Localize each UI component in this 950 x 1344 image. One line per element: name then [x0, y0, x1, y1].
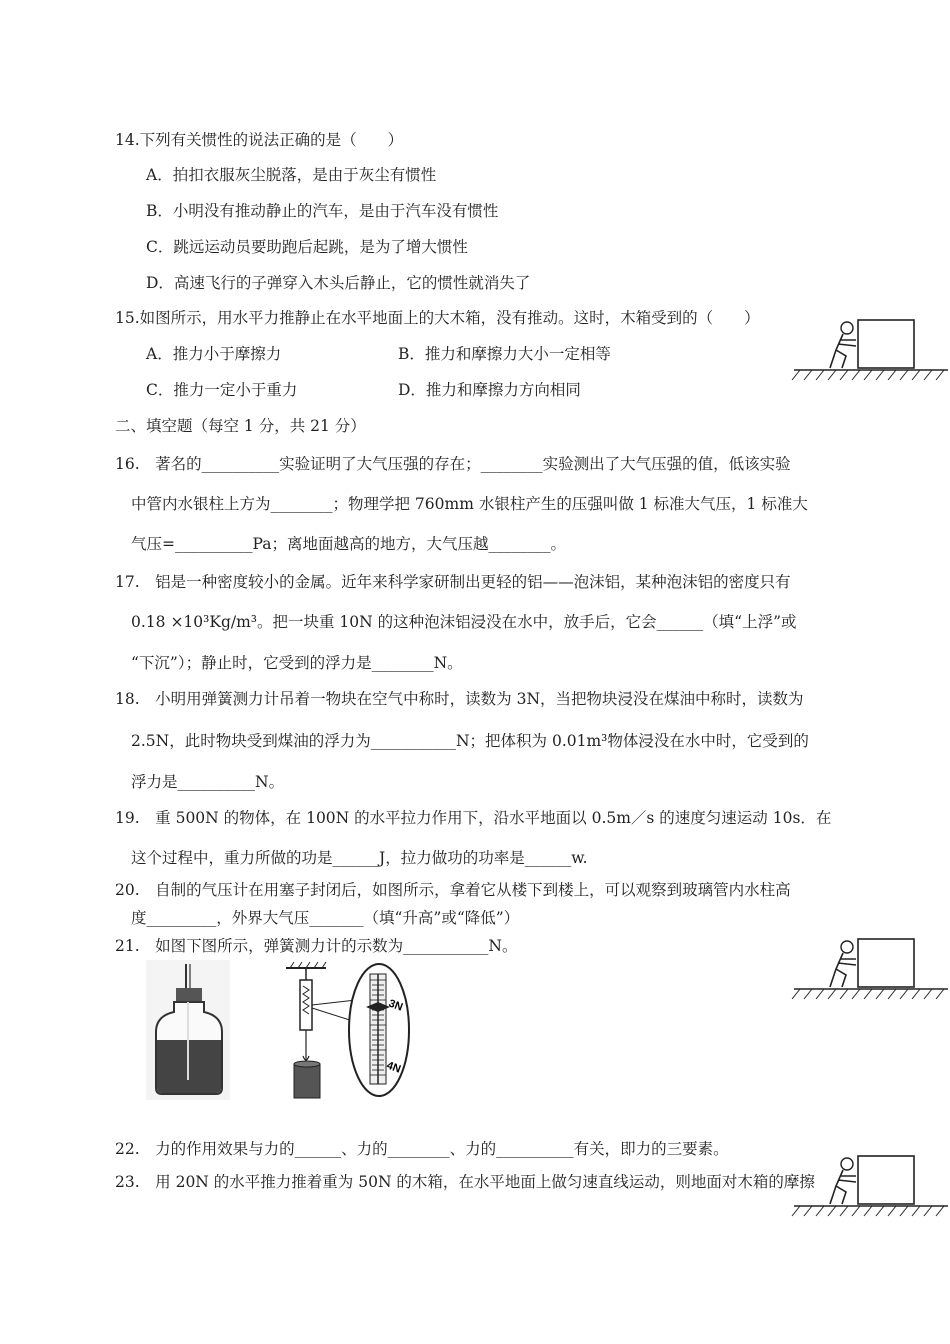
q22-stem: 22. 力的作用效果与力的______、力的________、力的__________有关，即力的三要素。 [115, 1140, 729, 1158]
q15-option-c: C．推力一定小于重力 [146, 381, 298, 399]
q16-line-1: 16. 著名的__________实验证明了大气压强的存在；________实验测出了大气压强的值，低该实验 [115, 455, 791, 473]
scale-label-3n: 3N [386, 997, 405, 1014]
scale-label-4n: 4N [384, 1059, 403, 1076]
q15-option-a: A．推力小于摩擦力 [146, 345, 282, 363]
q17-line-2: 0.18 ×10³Kg/m³。把一块重 10N 的这种泡沫铝浸没在水中，放手后，它会______（填“上浮”或 [131, 613, 797, 631]
q15-stem: 15.如图所示，用水平力推静止在水平地面上的大木箱，没有推动。这时，木箱受到的（ ） [115, 309, 760, 327]
q14-option-d: D．高速飞行的子弹穿入木头后静止，它的惯性就消失了 [146, 274, 531, 292]
q15-option-b: B．推力和摩擦力大小一定相等 [398, 345, 611, 363]
q21-stem: 21. 如图下图所示，弹簧测力计的示数为___________N。 [115, 937, 518, 955]
q23-stem: 23. 用 20N 的水平推力推着重为 50N 的木箱，在水平地面上做匀速直线运动，则地面对木箱的摩擦 [115, 1173, 815, 1191]
q17-line-3: “下沉”）；静止时，它受到的浮力是________N。 [131, 654, 463, 672]
section-title: 二、填空题（每空 1 分，共 21 分） [115, 417, 366, 435]
q14-stem: 14.下列有关惯性的说法正确的是（ ） [115, 131, 404, 149]
q20-line-1: 20. 自制的气压计在用塞子封闭后，如图所示，拿着它从楼下到楼上，可以观察到玻璃管内水柱高 [115, 881, 791, 899]
q14-option-a: A．拍扣衣服灰尘脱落，是由于灰尘有惯性 [146, 166, 437, 184]
q20-line-2: 度_________，外界大气压_______（填“升高”或“降低”） [131, 909, 520, 927]
q14-option-c: C．跳远运动员要助跑后起跳，是为了增大惯性 [146, 238, 468, 256]
q18-line-1: 18. 小明用弹簧测力计吊着一物块在空气中称时，读数为 3N，当把物块浸没在煤油中称时，读数为 [115, 690, 804, 708]
q19-line-2: 这个过程中，重力所做的功是______J，拉力做功的功率是______w. [131, 849, 588, 867]
q15-option-d: D．推力和摩擦力方向相同 [398, 381, 581, 399]
push-box-figure [790, 316, 950, 384]
barometer-bottle-figure [146, 960, 230, 1100]
q18-line-3: 浮力是__________N。 [131, 773, 285, 791]
push-box-figure-3 [790, 1152, 950, 1220]
q14-option-b: B．小明没有推动静止的汽车，是由于汽车没有惯性 [146, 202, 499, 220]
q19-line-1: 19. 重 500N 的物体，在 100N 的水平拉力作用下，沿水平地面以 0.5m／s 的速度匀速运动 10s．在 [115, 809, 832, 827]
q16-line-3: 气压=__________Pa；离地面越高的地方，大气压越________。 [131, 535, 566, 553]
q16-line-2: 中管内水银柱上方为________；物理学把 760mm 水银柱产生的压强叫做 1 标准大气压，1 标准大 [131, 495, 808, 513]
q17-line-1: 17. 铝是一种密度较小的金属。近年来科学家研制出更轻的铝——泡沫铝，某种泡沫铝的密度只有 [115, 573, 791, 591]
spring-scale-figure [286, 960, 416, 1110]
q18-line-2: 2.5N，此时物块受到煤油的浮力为___________N；把体积为 0.01m³物体浸没在水中时，它受到的 [131, 732, 809, 750]
push-box-figure-2 [790, 935, 950, 1003]
